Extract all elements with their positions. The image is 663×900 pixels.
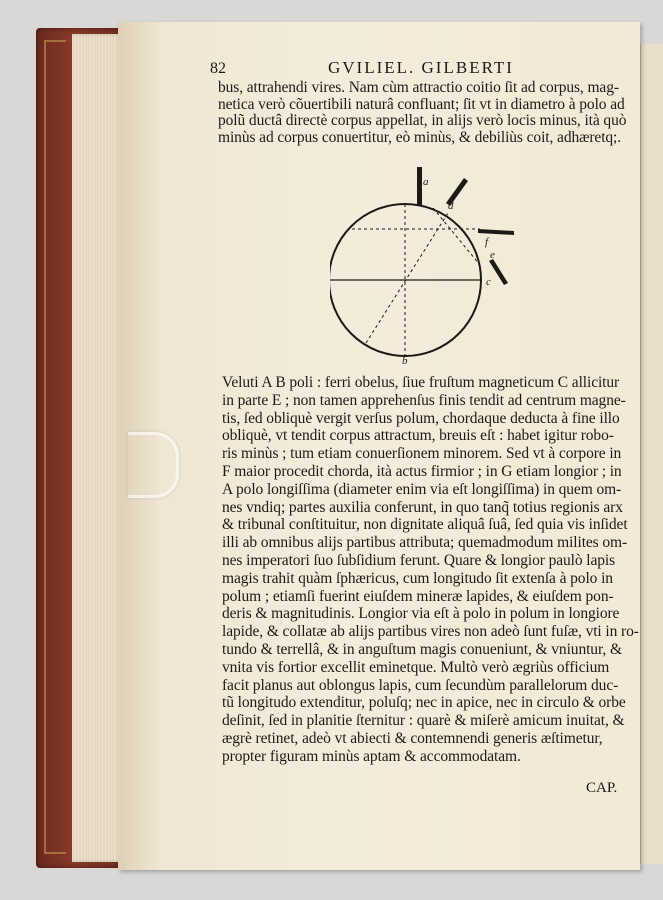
catchword: CAP. (586, 780, 618, 796)
text-line: ris minùs ; tum etiam conuerſionem minorem. Sed vt à corpore in (222, 445, 622, 463)
text-line: F maior procedit chorda, ità actus firmior ; in G etiam longior ; in (222, 462, 622, 480)
text-line: bus, attrahendi vires. Nam cùm attractio coitio ſit ad corpus, mag- (218, 79, 619, 96)
text-line: nes imperatori ſuo ſubſidium ferunt. Quare & longior paulò lapis (222, 551, 616, 569)
text-line: deris & magnitudinis. Longior via eſt à polo in polum in longiore (222, 605, 620, 623)
page-number: 82 (210, 60, 226, 77)
needle-g (478, 229, 514, 235)
label-b: b (402, 355, 408, 365)
page-edges (72, 34, 124, 862)
terrella-diagram (330, 165, 530, 365)
text-line: in parte E ; non tamen apprehenſus finis tendit ad centrum magne- (222, 391, 626, 409)
text-line: A polo longiſſima (diameter enim via eſt longiſſima) in quem om- (222, 480, 622, 498)
text-line: netica verò cõuertibili naturâ confluant; ſit vt in diametro à polo ad (218, 95, 625, 113)
chord-line (366, 213, 448, 343)
label-d: d (448, 200, 454, 212)
text-line: polum ; etiamſi fuerint eiuſdem mineræ lapides, & eiuſdem pon- (222, 587, 614, 605)
text-line: polũ ductâ directè corpus appellat, in alijs verò locis minus, ità quò (218, 112, 627, 130)
running-head: GVILIEL. GILBERTI (328, 58, 514, 77)
text-line: facit planus aut oblongus lapis, cum ſecundùm parallelorum duc- (222, 676, 619, 694)
text-line: tis, ſed obliquè vergit verſus polum, chordaque deducta à fine illo (222, 409, 620, 427)
text-line: nes vndiq; partes auxilia conferunt, in quo tanq̃ totius regionis arx (222, 498, 623, 516)
text-line: & tribunal conſtituitur, non dignitate aliquâ ſuâ, ſed quia vis inſidet (222, 516, 628, 534)
text-line: lapide, & collatæ ab alijs partibus vires non adeò ſunt fuſæ, vti in ro- (222, 623, 639, 641)
text-line: deſinit, ſed in planitie ſternitur : quarè & miſerè amicum inuitat, & (222, 712, 625, 730)
text-line: tũ longitudo extenditur, poluſq; nec in apice, nec in circulo & orbe (222, 694, 626, 712)
text-line: obliquè, vt tendit corpus attractum, breuis eſt : habet igitur robo- (222, 427, 614, 445)
text-line: illi ab omnibus alijs partibus attributa; quemadmodum milites om- (222, 534, 628, 552)
needle-a (417, 167, 422, 205)
cover-tooling (44, 40, 66, 854)
text-line: tundo & terrellâ, & in anguſtum magis conueniunt, & vniuntur, & (222, 640, 622, 658)
text-line: minùs ad corpus conuertitur, eò minùs, & debiliùs coit, adhæretq;. (218, 128, 622, 146)
label-a: a (423, 176, 429, 188)
top-paragraph (218, 80, 626, 146)
text-line: vnita vis fortior excellit eminetque. Multò verò ægriùs officium (222, 658, 610, 676)
page-clip (128, 432, 179, 498)
chord-line (433, 208, 480, 265)
text-line: propter figuram minùs aptam & accommodatam. (222, 747, 521, 765)
label-c: c (486, 276, 491, 288)
text-line: magis trahit quàm ſphæricus, cum longitudo ſit extenſa à polo in (222, 569, 613, 587)
text-line: ægrè retinet, adeò vt abiecti & contemnendi generis æſtimetur, (222, 729, 603, 747)
body-paragraph (222, 374, 639, 766)
text-line: Veluti A B poli : ferri obelus, ſiue fruſtum magneticum C allicitur (222, 374, 620, 391)
label-e: e (490, 249, 495, 261)
label-f: f (485, 236, 489, 248)
facing-page-edge (640, 44, 663, 864)
needle-e (489, 259, 508, 285)
